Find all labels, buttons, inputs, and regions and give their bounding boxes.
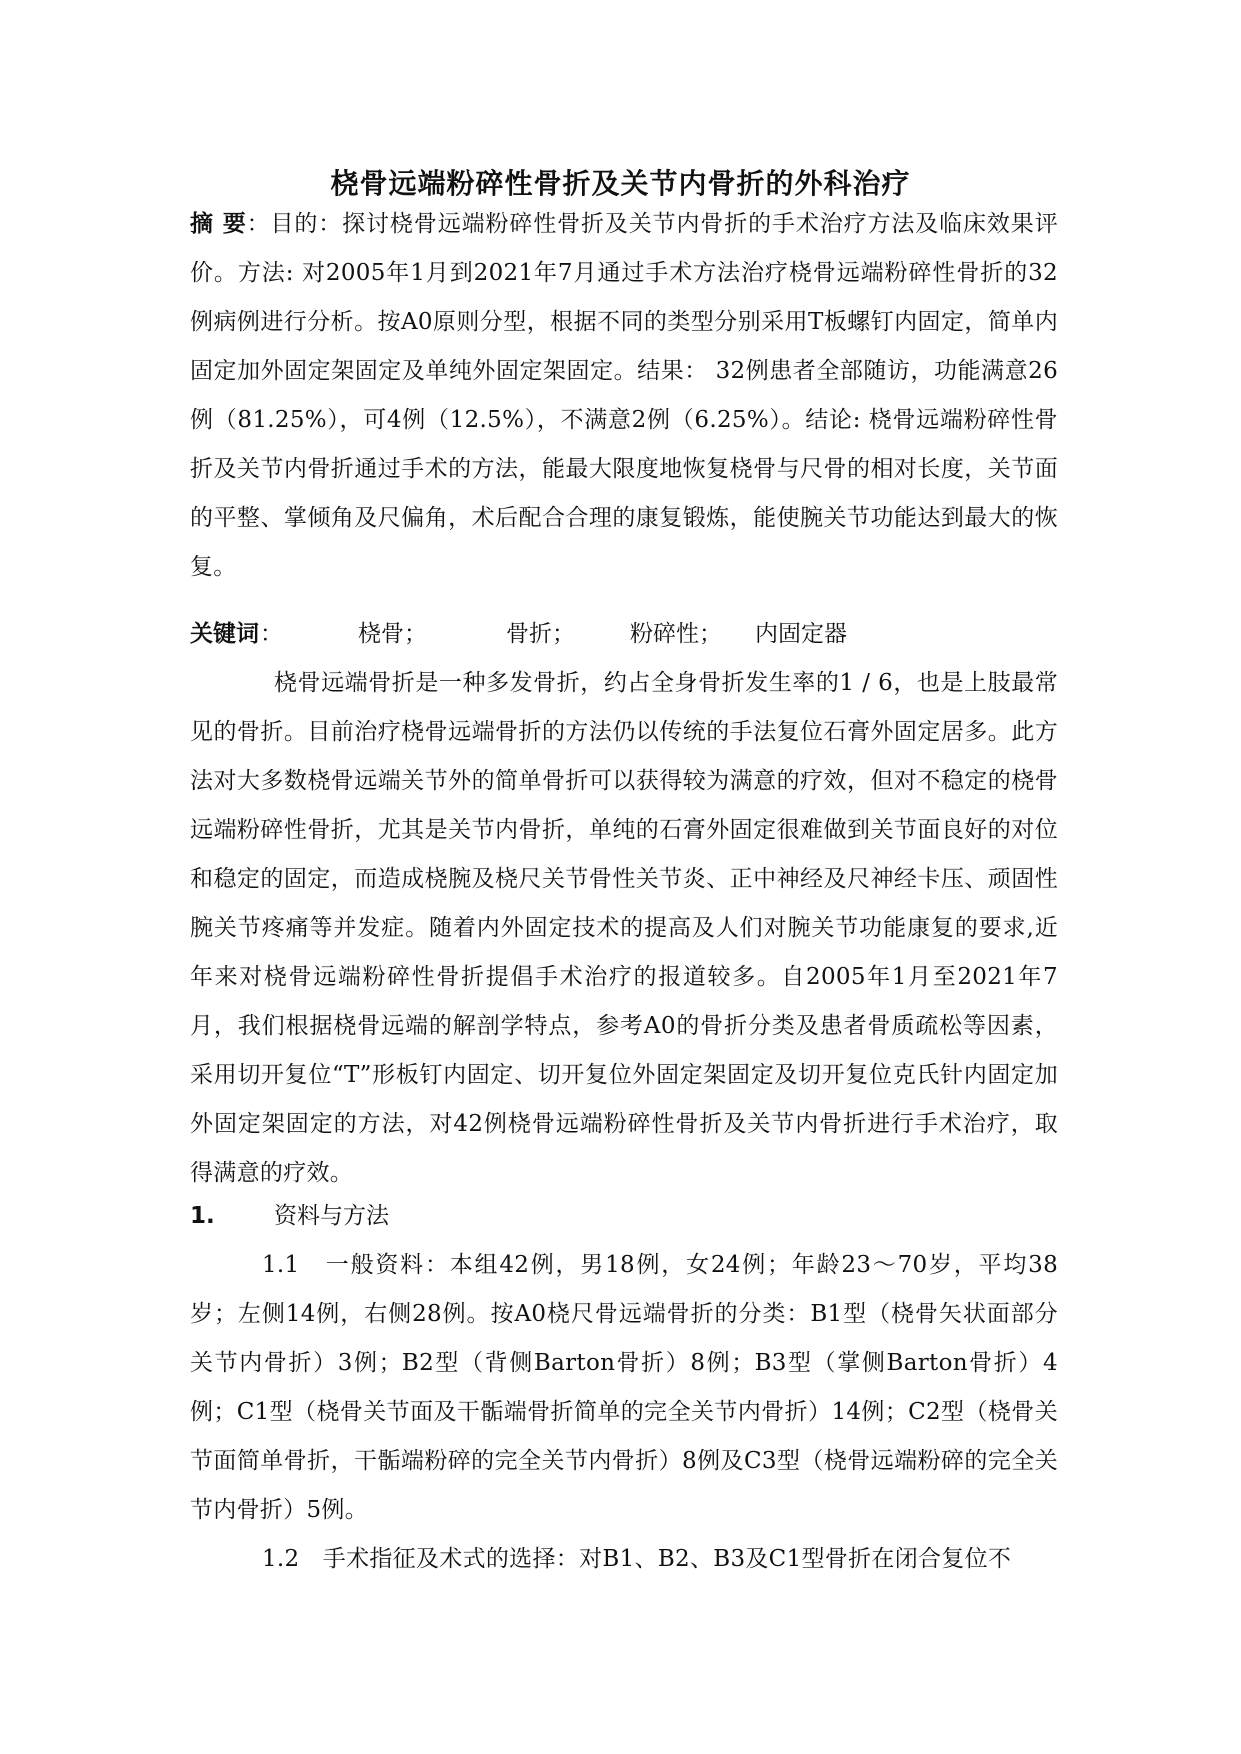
document-title: 桡骨远端粉碎性骨折及关节内骨折的外科治疗 (330, 167, 911, 200)
section-number: 1. (190, 1203, 215, 1229)
abstract-text: ：目的：探讨桡骨远端粉碎性骨折及关节内骨折的手术治疗方法及临床效果评价。方法: 对2005年1月到2021年7月通过手术方法治疗桡骨远端粉碎性骨折的32例病例进行分析。按A0原则分型，根据不同的类型分别采用T板螺钉内固定，简单内固定加外固定架固定及单纯外固定架固定。结果： 32例患者全部随访，功能满意26例（81.25%），可4例（12.5%），不满意2例（6.25%）。结论: 桡骨远端粉碎性骨折及关节内骨折通过手术的方法，能最大限度地恢复桡骨与尺骨的相对长度，关节面的平整、掌倾角及尺偏角，术后配合合理的康复锻炼，能使腕关节功能达到最大的恢复。 (190, 211, 1058, 580)
intro-paragraph: 桡骨远端骨折是一种多发骨折，约占全身骨折发生率的1 / 6，也是上肢最常见的骨折。目前治疗桡骨远端骨折的方法仍以传统的手法复位石膏外固定居多。此方法对大多数桡骨远端关节外的简单骨折可以获得较为满意的疗效，但对不稳定的桡骨远端粉碎性骨折，尤其是关节内骨折，单纯的石膏外固定很难做到关节面良好的对位和稳定的固定，而造成桡腕及桡尺关节骨性关节炎、正中神经及尺神经卡压、顽固性腕关节疼痛等并发症。随着内外固定技术的提高及人们对腕关节功能康复的要求,近年来对桡骨远端粉碎性骨折提倡手术治疗的报道较多。自2005年1月至2021年7月，我们根据桡骨远端的解剖学特点，参考A0的骨折分类及患者骨质疏松等因素，采用切开复位“T”形板钉内固定、切开复位外固定架固定及切开复位克氏针内固定加外固定架固定的方法，对42例桡骨远端粉碎性骨折及关节内骨折进行手术治疗，取得满意的疗效。 (190, 670, 1058, 1186)
keywords-row (190, 610, 1058, 659)
section-heading (190, 1192, 1058, 1241)
subsection-1-1-paragraph: 1.1 一般资料：本组42例，男18例，女24例；年龄23～70岁，平均38岁；左侧14例，右侧28例。按A0桡尺骨远端骨折的分类：B1型（桡骨矢状面部分关节内骨折）3例；B2型（背侧Barton骨折）8例；B3型（掌侧Barton骨折）4例；C1型（桡骨关节面及干骺端骨折简单的完全关节内骨折）14例；C2型（桡骨关节面简单骨折，干骺端粉碎的完全关节内骨折）8例及C3型（桡骨远端粉碎的完全关节内骨折）5例。 (190, 1252, 1058, 1523)
keyword-item: 粉碎性； (630, 621, 722, 647)
keyword-item: 桡骨； (358, 621, 427, 647)
section-title: 资料与方法 (274, 1203, 389, 1229)
keyword-item: 内固定器 (755, 621, 847, 647)
keywords-colon: ： (260, 621, 283, 647)
abstract-label: 摘 要 (190, 211, 247, 237)
keywords-label: 关键词 (190, 621, 259, 647)
keyword-item: 骨折； (506, 621, 575, 647)
abstract-paragraph (190, 200, 1058, 592)
subsection-1-2-paragraph: 1.2 手术指征及术式的选择：对B1、B2、B3及C1型骨折在闭合复位不 (262, 1546, 1012, 1572)
